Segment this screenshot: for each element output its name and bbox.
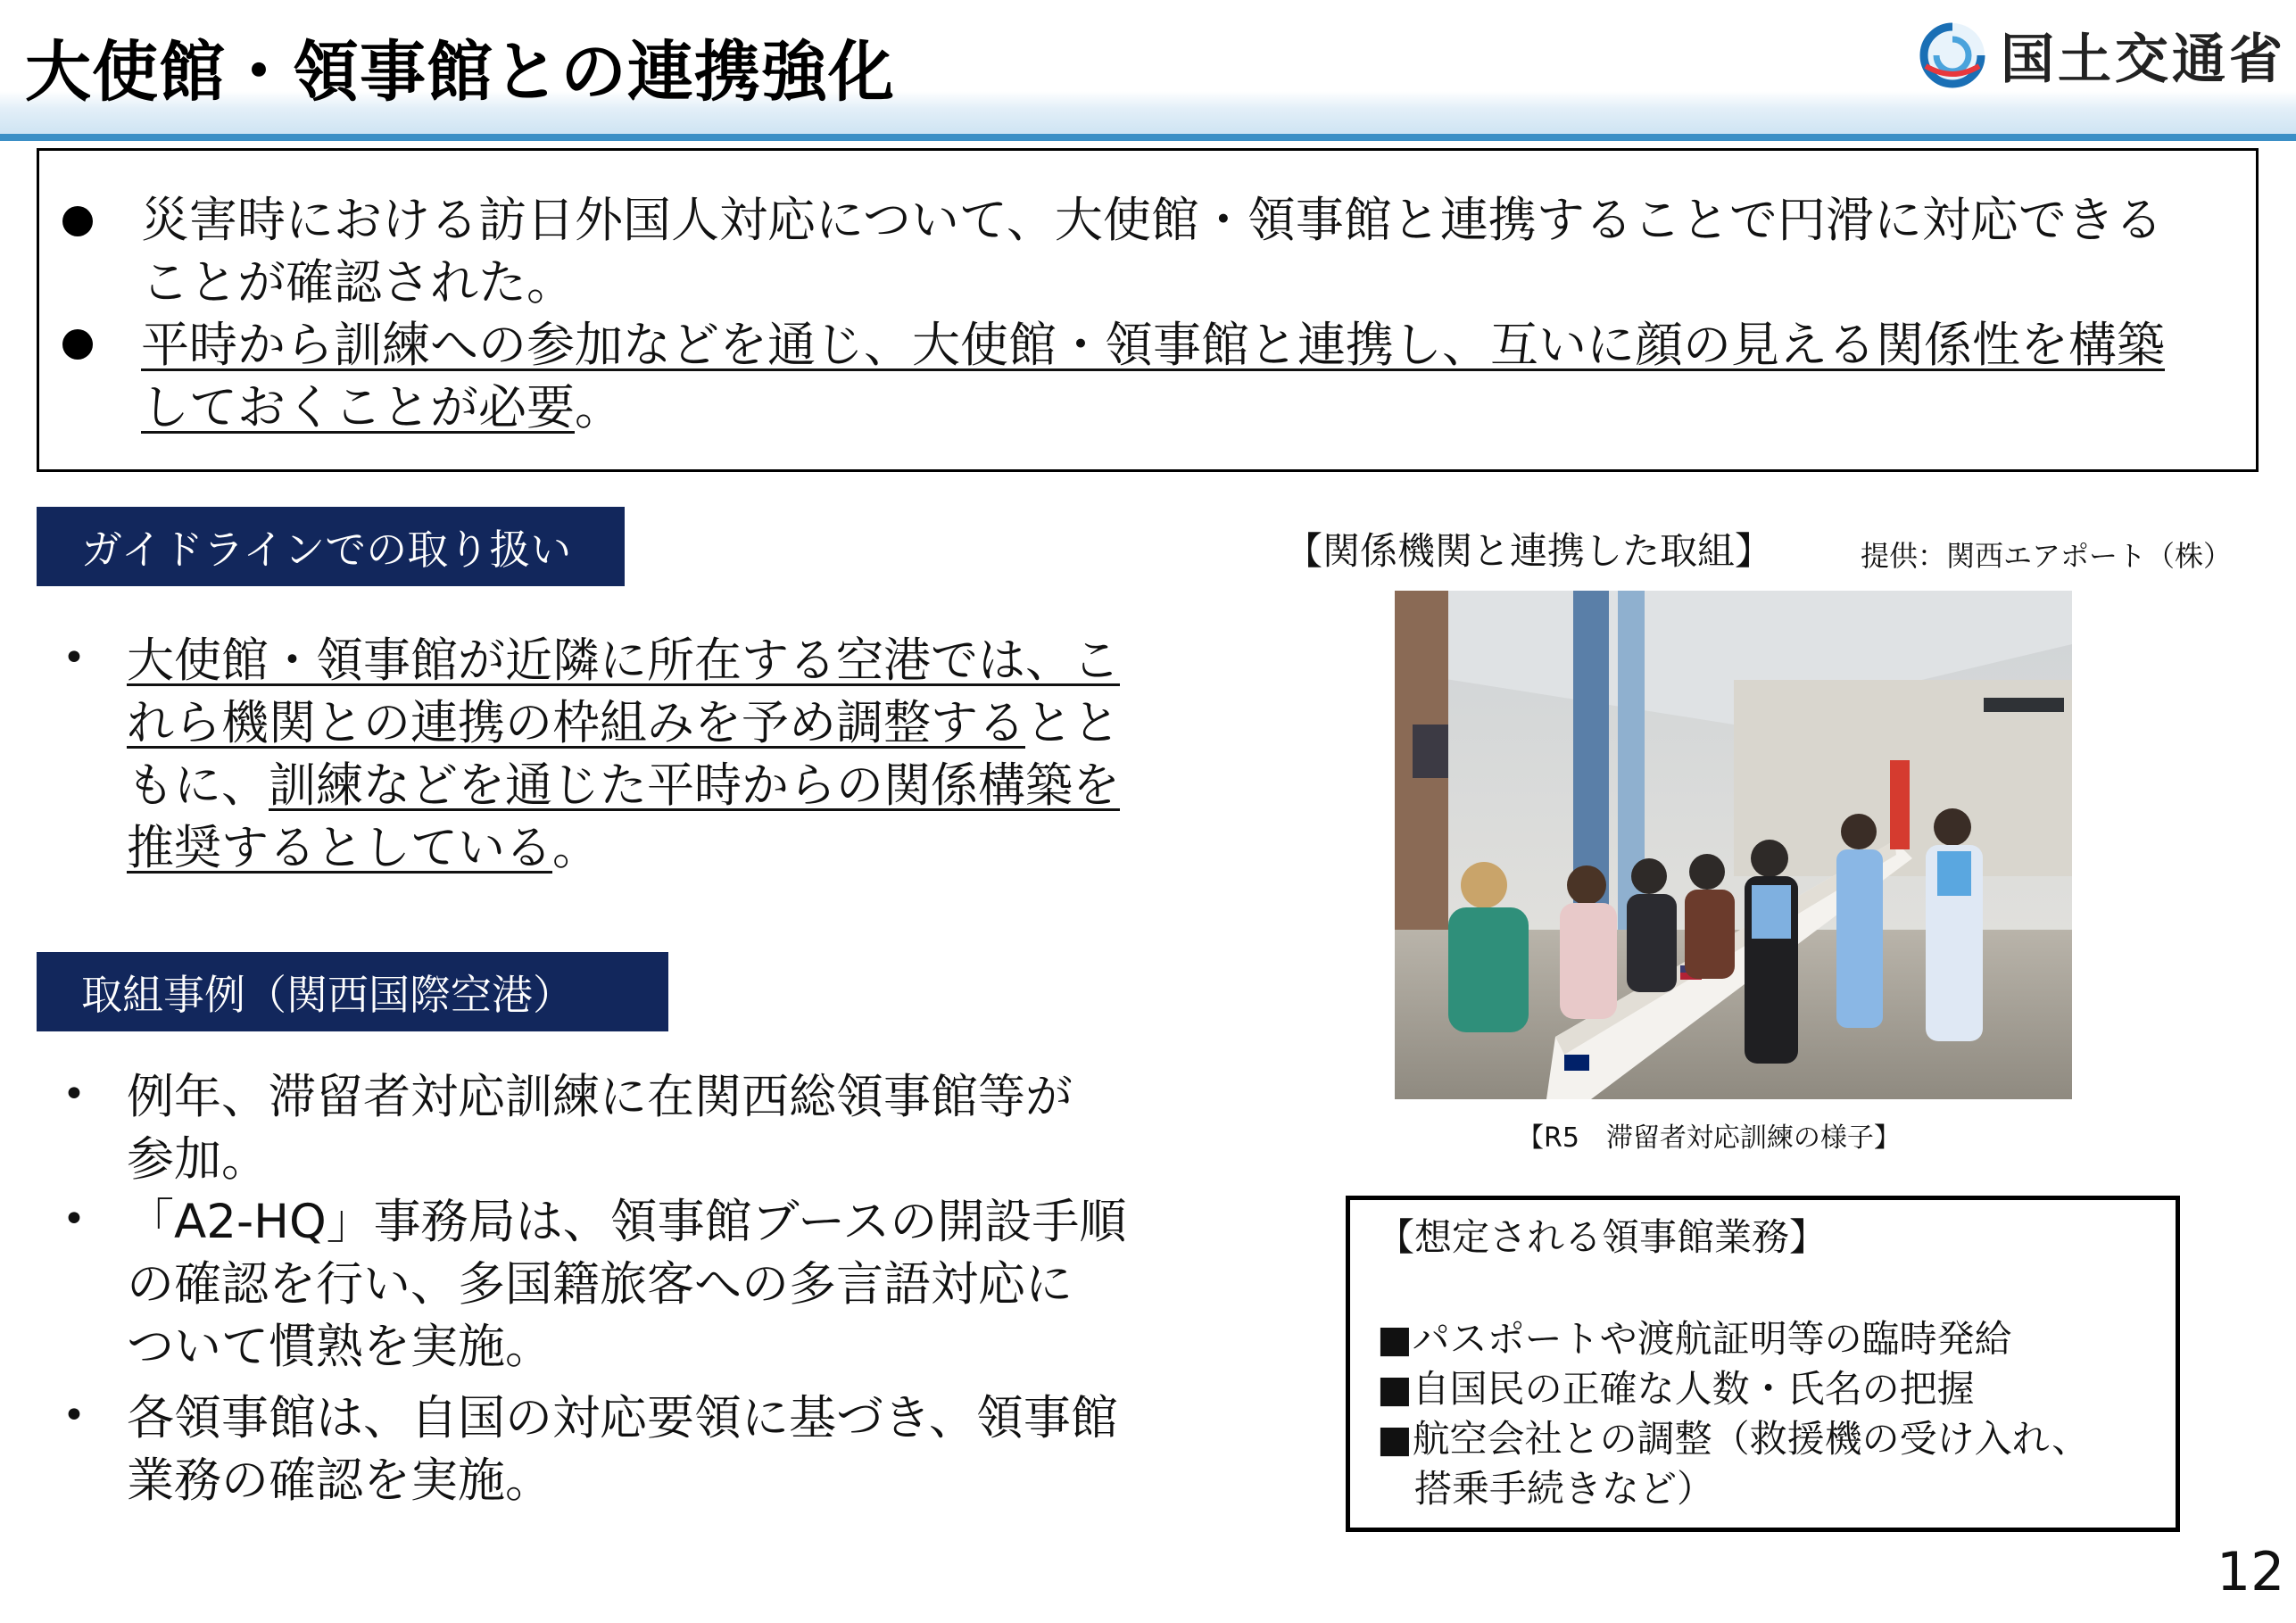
case-item-2-line-3: ついて慣熟を実施。 [127, 1320, 552, 1374]
summary-bullet-1-line-1: 災害時における訪日外国人対応について、大使館・領事館と連携することで円滑に対応できる [141, 192, 2163, 248]
guideline-line-1 [127, 630, 1120, 692]
duties-title: 【想定される領事館業務】 [1377, 1215, 1828, 1259]
training-photo [1395, 591, 2072, 1099]
guideline-line-1-underlined: 大使館・領事館が近隣に所在する空港では、こ [127, 633, 1120, 688]
guideline-line-2-after: とと [1025, 696, 1120, 750]
summary-bullet-2-end: 。 [575, 379, 623, 435]
case-item-2-line-1: 「A2-HQ」事務局は、領事館ブースの開設手順 [127, 1195, 1127, 1249]
summary-bullet-2-line-2 [141, 376, 623, 440]
duties-item-3: ■航空会社との調整（救援機の受け入れ、 [1377, 1417, 2090, 1461]
guideline-line-2-underlined: れら機関との連携の枠組みを予め調整する [127, 696, 1025, 750]
duties-item-2: ■自国民の正確な人数・氏名の把握 [1377, 1367, 1975, 1411]
mlit-logo-icon [1917, 20, 1988, 91]
duties-item-3-continued: 搭乗手続きなど） [1377, 1467, 1715, 1511]
consular-duties-box [1346, 1196, 2180, 1532]
list-bullet: • [62, 1393, 86, 1438]
section-label-guideline: ガイドラインでの取り扱い [37, 507, 625, 586]
photo-caption: 【R5 滞留者対応訓練の様子】 [1517, 1122, 1901, 1154]
guideline-line-4-underlined: 推奨するとしている [127, 821, 552, 875]
guideline-line-2 [127, 692, 1120, 755]
summary-bullet-2-line-1: 平時から訓練への参加などを通じ、大使館・領事館と連携し、互いに顔の見える関係性を構築 [141, 317, 2165, 373]
bullet-dot [62, 329, 93, 360]
bullet-dot [62, 206, 93, 236]
photo-credit: 提供：関西エアポート（株） [1861, 539, 2233, 573]
page-number: 12 [2217, 1541, 2285, 1603]
training-photo-illustration [1395, 591, 2072, 1099]
summary-bullet-2-underlined: しておくことが必要 [141, 379, 575, 435]
list-bullet: • [62, 1197, 86, 1242]
logo-text: 国土交通省 [2001, 29, 2286, 91]
section-label-case: 取組事例（関西国際空港） [37, 952, 668, 1031]
ministry-logo [1917, 20, 2286, 91]
case-item-1-line-1: 例年、滞留者対応訓練に在関西総領事館等が [127, 1070, 1073, 1124]
page-title: 大使館・領事館との連携強化 [25, 34, 895, 111]
list-bullet: • [62, 635, 86, 681]
title-rule [0, 134, 2296, 141]
case-item-2-line-2: の確認を行い、多国籍旅客への多言語対応に [127, 1257, 1073, 1312]
case-item-1-line-2: 参加。 [127, 1132, 269, 1187]
list-bullet: • [62, 1072, 86, 1117]
duties-item-1: ■パスポートや渡航証明等の臨時発給 [1377, 1317, 2012, 1361]
guideline-line-4 [127, 817, 600, 880]
guideline-line-3 [127, 755, 1120, 817]
summary-box [37, 148, 2259, 472]
guideline-line-4-after: 。 [552, 821, 600, 875]
case-item-3-line-1: 各領事館は、自国の対応要領に基づき、領事館 [127, 1391, 1118, 1445]
guideline-line-3-plain: もに、 [127, 758, 269, 813]
case-item-3-line-2: 業務の確認を実施。 [127, 1453, 552, 1508]
guideline-line-3-underlined: 訓練などを通じた平時からの関係構築を [269, 758, 1120, 813]
summary-bullet-1-line-2: ことが確認された。 [141, 254, 575, 311]
photo-heading: 【関係機関と連携した取組】 [1285, 529, 1773, 573]
